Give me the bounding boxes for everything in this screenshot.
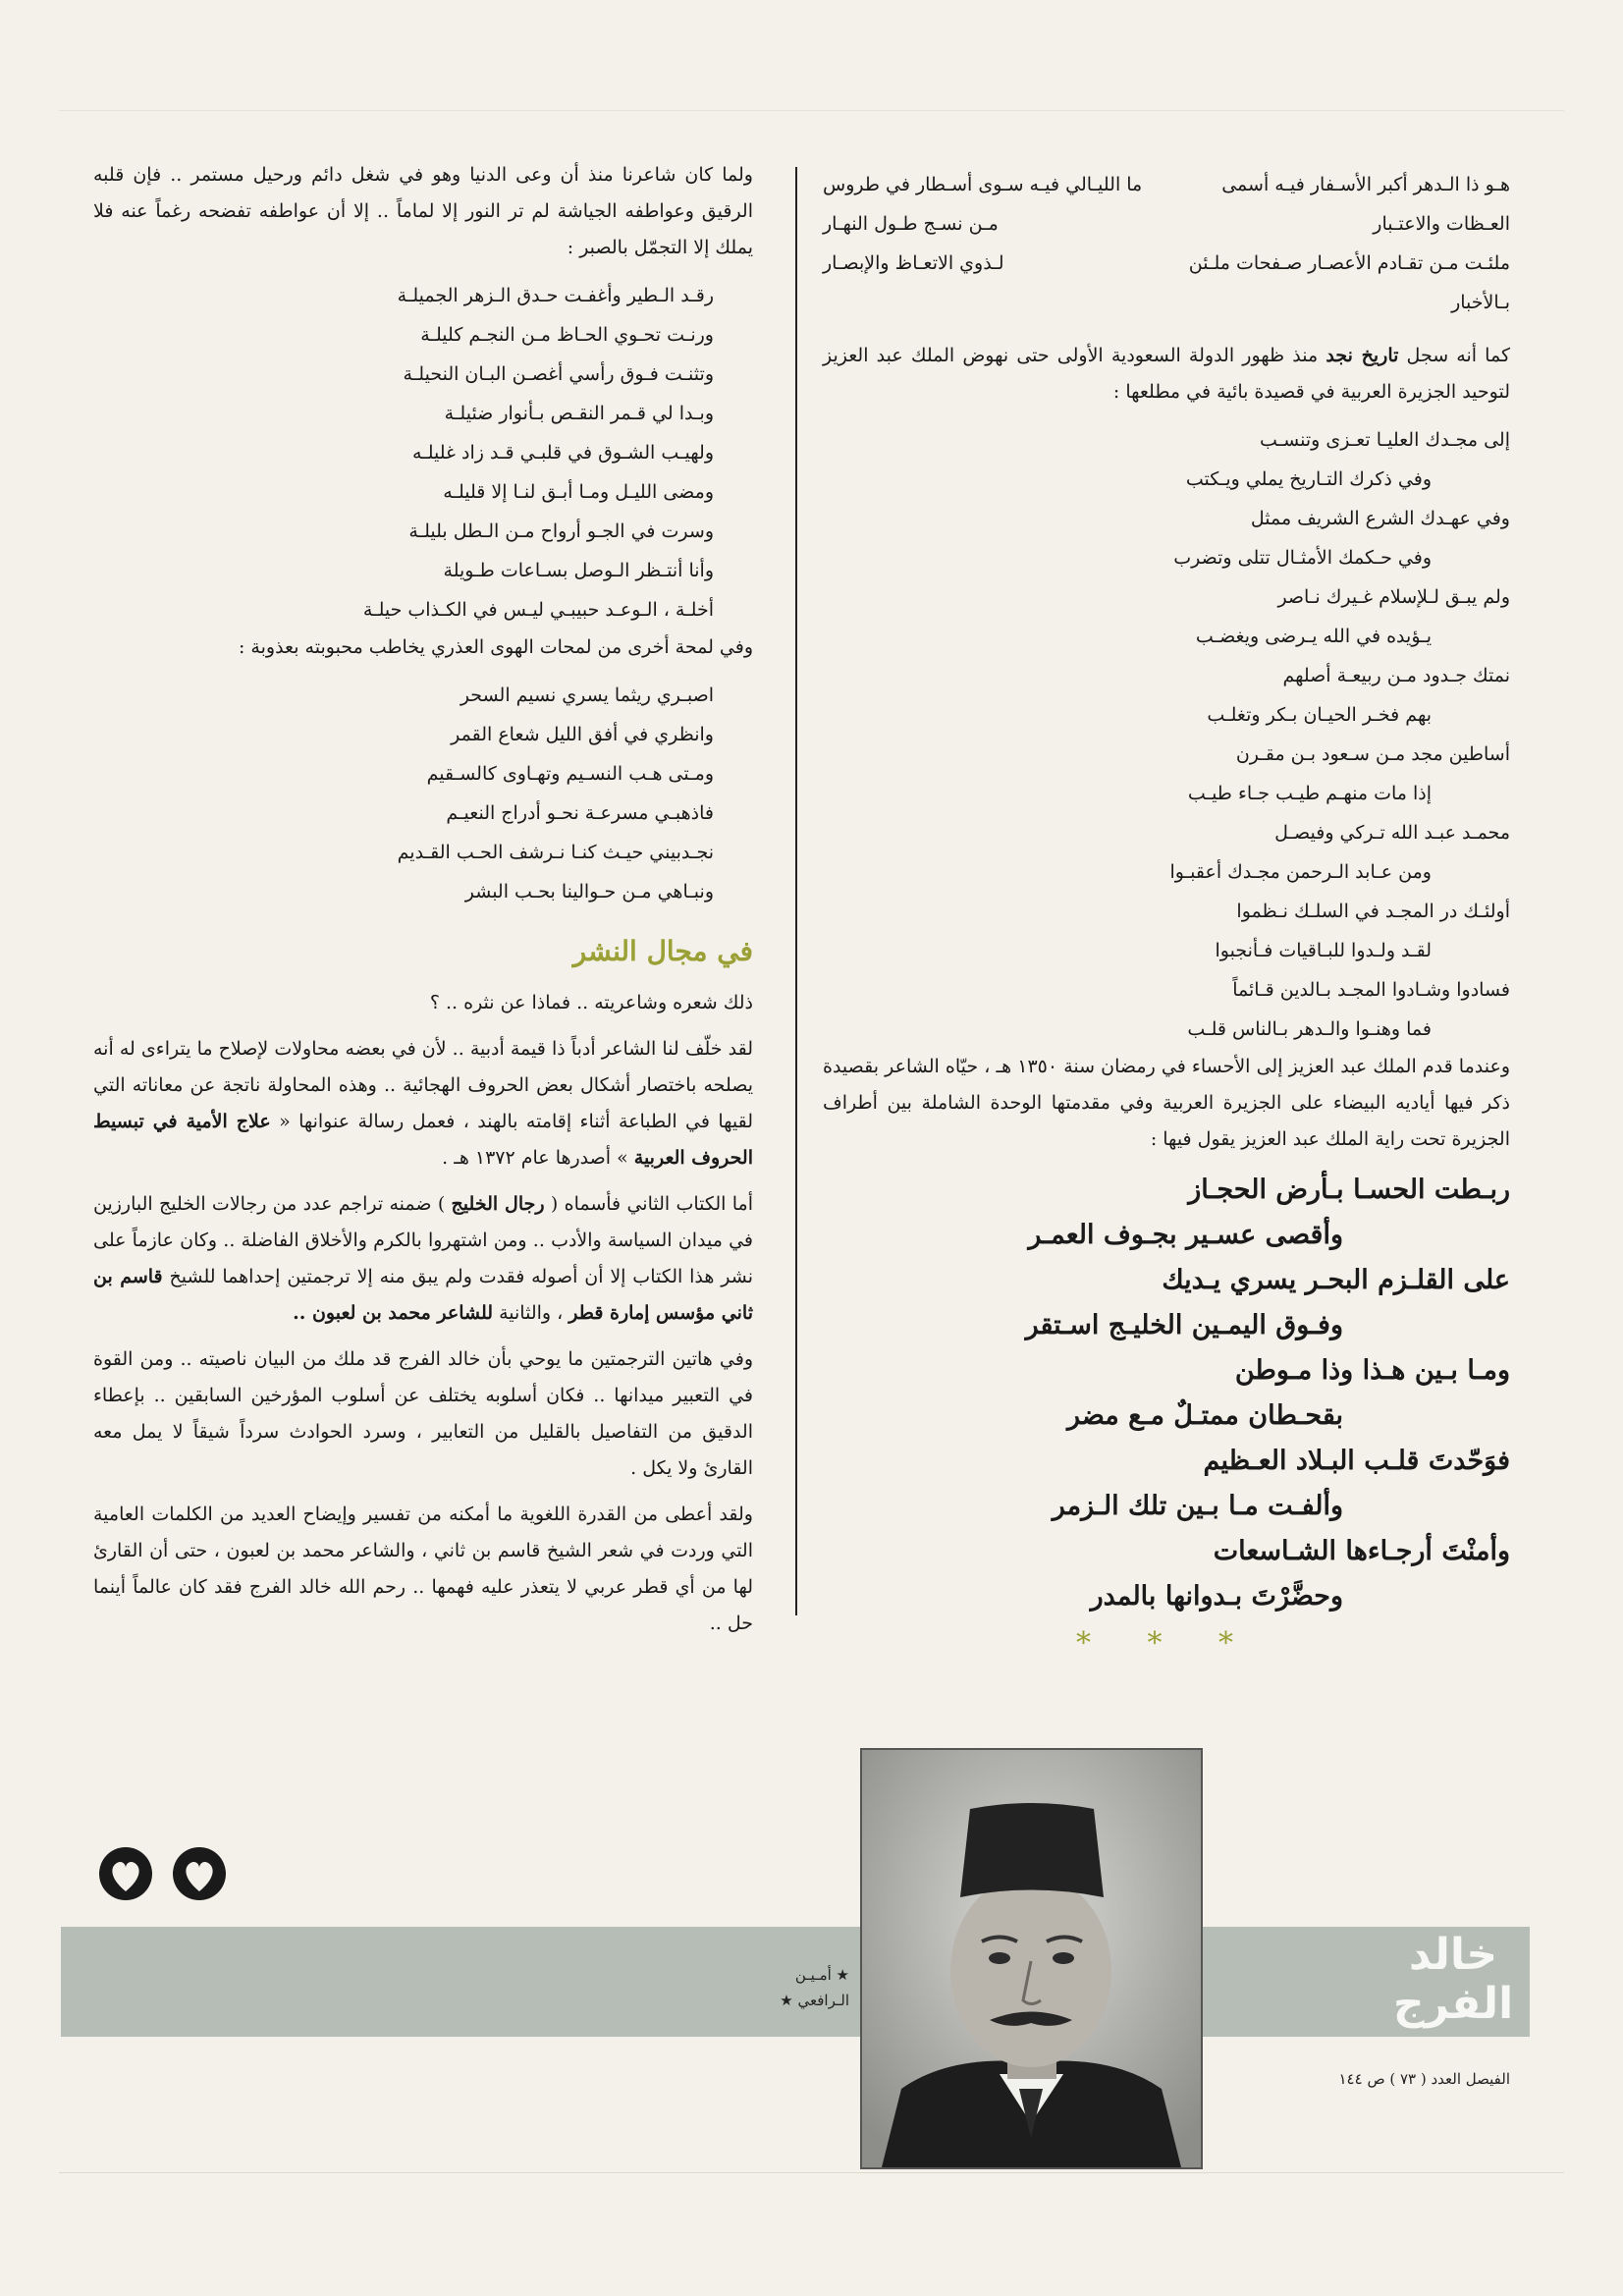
credit-line: الـرافعي ★ [780,1992,849,2009]
verse-line: وأنا أنتـظر الـوصل بسـاعات طـويلة [443,560,714,581]
verse-line: إلى مجـدك العليـا تعـزى وتنسـب [1259,429,1510,451]
najd-poem [823,420,1510,1049]
verse-line: وسرت في الجـو أرواح مـن الـطل بليلـة [408,520,714,542]
verse-line: أولئـك در المجـد في السلـك نـظموا [1236,901,1510,922]
verse-line: فاذهبـي مسرعـة نحـو أدراج النعيـم [446,802,714,824]
bold-text: للشاعر محمد بن لعبون .. [293,1302,494,1324]
bold-text: علاج الأمية في تبسيط الحروف العربية [93,1111,753,1169]
opening-verse [823,165,1510,322]
bold-text: قاسم بن ثاني مؤسس إمارة قطر [93,1266,753,1324]
text-span: ، والثانية [493,1302,569,1324]
verse-line: ملئـت مـن تقـادم الأعصـار صـفحات ملـئن بـالأخبار [1188,252,1510,313]
name-line: خالد [1408,1930,1498,1980]
bold-text: رجال الخليج [451,1193,545,1215]
portrait-figure-icon [862,1750,1201,2167]
verse-line: إذا مات منهـم طيـب جـاء طيـب [1187,783,1432,804]
literacy-paragraph [93,1031,753,1176]
gulf-men-paragraph [93,1186,753,1332]
right-column [823,157,1510,1662]
udhri-paragraph: وفي لمحة أخرى من لمحات الهوى العذري يخاطب محبوبته بعذوبة : [238,636,753,658]
verse-line: وأقصى عسـير بجـوف العمـر [1028,1220,1343,1250]
intro-paragraph [823,338,1510,410]
verse-line: وألفـت مـا بـين تلك الـزمر [1052,1491,1343,1521]
verse-line: لـذوي الاتعـاظ والإبصـار [823,252,1004,274]
style-paragraph: وفي هاتين الترجمتين ما يوحي بأن خالد الفرج قد ملك من البيان ناصيته .. ومن القوة في التعبير ميدانها .. فكان أسلوبه يختلف عن أسلوب المؤرخين السابقين .. بإعطاء الدقيق من التفاصيل بالقليل من التعابير ، وسرد الحوادث سرداً شيقاً لا يمل معه القارئ ولا يكل . [93,1348,753,1479]
verse-line: أساطين مجد مـن سـعود بـن مقـرن [1235,743,1510,765]
verse-line: وبـدا لي قـمر النقـص بـأنوار ضئيلـة [444,403,714,424]
verse-line: فوَحّدتَ قلـب البـلاد العـظيم [1203,1446,1510,1476]
verse-line: فما وهنـوا والـدهر بـالناس قلـب [1187,1018,1432,1040]
ahsa-paragraph: وعندما قدم الملك عبد العزيز إلى الأحساء في رمضان سنة ١٣٥٠ هـ ، حيّاه الشاعر بقصيدة ذكر فيها أياديه البيضاء على الجزيرة العربية وفي مقدمتها الوحدة الشاملة بين أطراف الجزيرة تحت راية الملك عبد العزيز يقول فيها : [823,1056,1510,1150]
verse-line: هـو ذا الـدهر أكبر الأسـفار فيـه أسمى العـظات والاعتـبار [1221,174,1510,235]
verse-line: فسادوا وشـادوا المجـد بـالدين قـائماً [1232,979,1510,1001]
credit-line: ★ أمـيـن [794,1966,849,1984]
heart-ornament-icon [91,1844,248,1903]
text-span: لقد خلّف لنا الشاعر أدباً ذا قيمة أدبية .. لأن في بعضه محاولات لإصلاح ما يتراءى له أنه يصلحه باختصار أشكال بعض الحروف الهجائية .. وهذه المحاولة ناتجة عن معاناته التي لقيها في الطباعة أثناء إقامته بالهند ، فعمل رسالة عنوانها « [93,1038,754,1132]
verse-line: محمـد عبـد الله تـركي وفيصـل [1274,822,1510,844]
night-poem [93,276,753,629]
verse-line: رقـد الـطير وأغفـت حـدق الـزهر الجميلـة [397,285,714,306]
verse-line: ومن عـابد الـرحمن مجـدك أعقبـوا [1169,861,1432,883]
verse-line: ومـا بـين هـذا وذا مـوطن [1234,1355,1510,1386]
left-column [93,157,753,1652]
verse-line: ولم يبـق لـلإسلام غـيرك نـاصر [1277,586,1510,608]
text-span: كما أنه سجل [1398,345,1511,366]
verse-line: ولهيـب الشـوق في قلبـي قـد زاد غليلـه [411,442,714,464]
verse-line: وفـوق اليمـين الخليـج اسـتقر [1025,1310,1343,1340]
verse-line: ومضى الليـل ومـا أبـق لنـا إلا قليلـه [443,481,714,503]
love-intro-paragraph: ولما كان شاعرنا منذ أن وعى الدنيا وهو في شغل دائم ورحيل مستمر .. فإن قلبه الرقيق وعواطفه الجياشة لم تر النور إلا لماماً .. إلا أن عواطفه تفضحه رغماً عنه فلا يملك إلا التجمّل بالصبر : [93,164,753,258]
verse-line: وأمنْتَ أرجـاءها الشـاسعات [1213,1536,1510,1566]
unity-poem [823,1168,1510,1619]
bottom-rule [59,2172,1564,2173]
separator-stars: * * * [1075,1626,1258,1661]
author-name-plate [1380,1931,1527,2033]
bold-text: تاريخ نجد [1325,345,1399,366]
author-portrait [860,1748,1203,2169]
text-span: أما الكتاب الثاني فأسماه ( [544,1193,753,1215]
author-credit [741,1962,849,2013]
dawn-poem [93,676,753,911]
verse-line: يـؤيده في الله يـرضى ويغضـب [1195,626,1432,647]
verse-line: أخلـة ، الـوعـد حبيبـي ليـس في الكـذاب حيلـة [362,599,714,621]
text-span: ) ضمنه تراجم عدد من رجالات الخليج البارزين في ميدان السياسة والأدب .. ومن اشتهروا بالكرم والأخلاق الفاضلة .. وكان عازماً على نشر هذا الكتاب إلا أن أصوله فقدت ولم يبق منه إلا ترجمتين إحداهما للشيخ [93,1193,753,1287]
prose-question: ذلك شعره وشاعريته .. فماذا عن نثره .. ؟ [429,992,753,1013]
verse-line: وفي عهـدك الشرع الشريف ممثل [1250,508,1510,529]
verse-line: وفي حـكمك الأمثـال تتلى وتضرب [1173,547,1432,569]
verse-line: ومـتى هـب النسـيم وتهـاوى كالسـقيم [426,763,714,785]
verse-line: وانظري في أفق الليل شعاع القمر [451,724,714,745]
verse-line: لقـد ولـدوا للبـاقيات فـأنجبوا [1215,940,1432,961]
verse-line: ما الليـالي فيـه سـوى أسـطار في طروس مـن نسـج طـول النهـار [823,174,1143,235]
column-divider [795,167,797,1615]
verse-line: وتثنـت فـوق رأسي أغصـن البـان النحيلـة [403,363,714,385]
verse-line: على القلـزم البحـر يسري يـديك [1162,1265,1510,1295]
verse-line: ونبـاهي مـن حـوالينا بحـب البشر [464,881,714,902]
verse-line: بهم فخـر الحيـان بـكر وتغلـب [1207,704,1432,726]
top-rule [59,110,1564,111]
text-span: منذ ظهور الدولة السعودية الأولى حتى نهوض الملك عبد العزيز لتوحيد الجزيرة العربية في قصيدة بائية في مطلعها : [823,345,1510,403]
verse-line: نمتك جـدود مـن ربيعـة أصلهم [1282,665,1510,686]
text-span: » أصدرها عام ١٣٧٢ هـ . [442,1147,634,1169]
verse-line: ربـطت الحسـا بـأرض الحجـاز [1188,1175,1510,1205]
name-line: الفرج [1392,1979,1514,2029]
verse-line: وحضَّرْتَ بـدوانها بالمدر [1090,1581,1343,1612]
verse-line: وفي ذكرك التـاريخ يملي ويـكتب [1185,468,1432,490]
verse-line: ورنـت تحـوي الحـاظ مـن النجـم كليلـة [420,324,714,346]
page-footer: الفيصل العدد ( ٧٣ ) ص ١٤٤ [1338,2070,1510,2088]
section-title: في مجال النشر [572,935,753,967]
verse-line: بقحـطان ممتـلٌ مـع مضر [1066,1400,1343,1431]
verse-line: اصبـري ريثما يسري نسيم السحر [460,684,714,706]
closing-paragraph: ولقد أعطى من القدرة اللغوية ما أمكنه من تفسير وإيضاح العديد من الكلمات العامية التي وردت في شعر الشيخ قاسم بن ثاني ، والشاعر محمد بن لعبون ، حتى أن القارئ لها من أي قطر عربي لا يتعذر عليه فهمها .. رحم الله خالد الفرج فقد كان عالماً أينما حل .. [93,1503,753,1634]
verse-line: نجـدبيني حيـث كنـا نـرشف الحـب القـديم [397,842,714,863]
